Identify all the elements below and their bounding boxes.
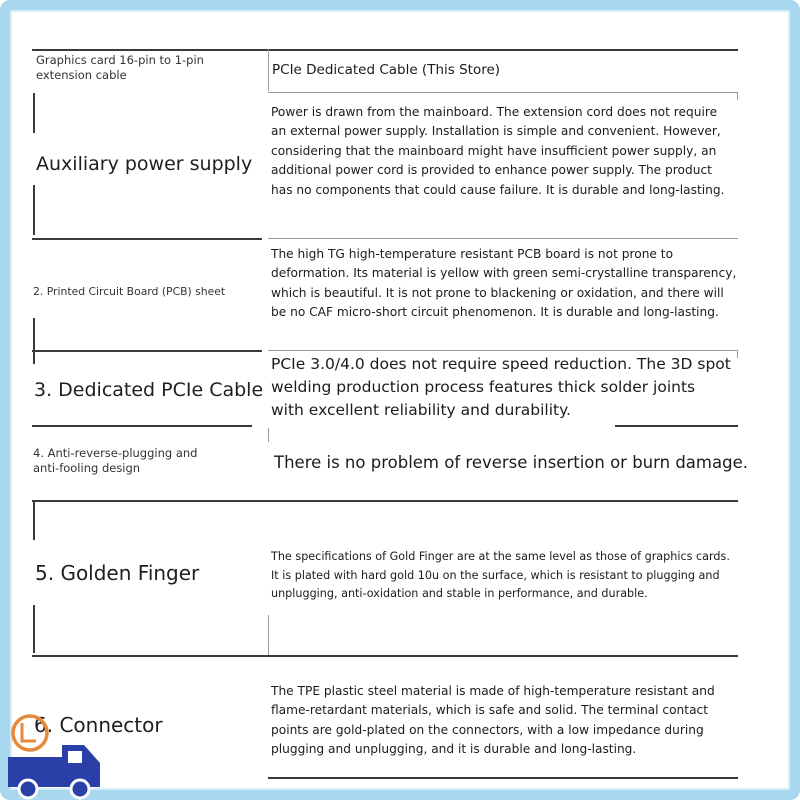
table-rule bbox=[268, 92, 738, 93]
table-rule bbox=[33, 500, 35, 540]
row-label-golden-finger: 5. Golden Finger bbox=[35, 561, 200, 585]
table-rule bbox=[268, 428, 269, 442]
header-right-label: PCIe Dedicated Cable (This Store) bbox=[272, 62, 501, 78]
table-rule bbox=[268, 238, 738, 239]
table-rule bbox=[268, 615, 269, 655]
row-text-golden-finger: The specifications of Gold Finger are at the same level as those of graphics cards. It is plated with hard gold 10u on the surface, which is resistant to plugging and unplugging, anti-oxidation and stable in performance, and durable. bbox=[271, 550, 730, 600]
table-rule bbox=[33, 185, 35, 235]
table-rule bbox=[32, 655, 738, 657]
row-text-connector: The TPE plastic steel material is made of high-temperature resistant and flame-retardant materials, which is safe and solid. The terminal contact points are gold-plated on the connectors, with a low impedance during plugging and unplugging, and it is durable and long-lasting. bbox=[271, 684, 715, 757]
table-rule bbox=[32, 425, 252, 427]
table-rule bbox=[32, 238, 262, 240]
row-text-auxiliary-power: Power is drawn from the mainboard. The extension cord does not require an external power supply. Installation is simple and convenient. However, considering that the mainboard might have insufficient power supply, an additional power cord is provided to enhance power supply. The product has no components that could cause failure. It is durable and long-lasting. bbox=[271, 105, 725, 197]
table-rule bbox=[615, 425, 738, 427]
row-label-pcb: 2. Printed Circuit Board (PCB) sheet bbox=[33, 285, 226, 298]
row-text-pcie-cable: PCIe 3.0/4.0 does not require speed reduction. The 3D spot welding production process features thick solder joints with excellent reliability and durability. bbox=[271, 355, 731, 419]
table-rule bbox=[33, 318, 35, 364]
table-rule bbox=[268, 49, 269, 91]
table-rule bbox=[33, 93, 35, 133]
row-label-connector: 6. Connector bbox=[34, 713, 163, 737]
table-rule bbox=[32, 49, 738, 51]
table-rule bbox=[32, 350, 262, 352]
table-rule bbox=[268, 350, 738, 351]
table-rule bbox=[33, 605, 35, 653]
row-text-pcb: The high TG high-temperature resistant PCB board is not prone to deformation. Its material is yellow with green semi-crystalline transparency, which is beautiful. It is not prone to blackening or oxidation, and there will be no CAF micro-short circuit phenomenon. It is durable and long-lasting. bbox=[271, 247, 737, 320]
row-label-pcie-cable: 3. Dedicated PCIe Cable bbox=[34, 379, 264, 401]
delivery-badge bbox=[0, 705, 110, 800]
table-rule bbox=[268, 777, 738, 779]
table-rule bbox=[32, 500, 738, 502]
row-label-auxiliary-power: Auxiliary power supply bbox=[36, 153, 253, 175]
table-rule bbox=[737, 350, 738, 358]
delivery-truck-icon bbox=[0, 705, 110, 800]
table-rule bbox=[737, 92, 738, 100]
row-label-anti-reverse: 4. Anti-reverse-plugging and anti-fooling design bbox=[33, 446, 198, 475]
row-text-anti-reverse: There is no problem of reverse insertion or burn damage. bbox=[274, 453, 748, 472]
header-left-label: Graphics card 16-pin to 1-pin extension cable bbox=[36, 53, 204, 82]
